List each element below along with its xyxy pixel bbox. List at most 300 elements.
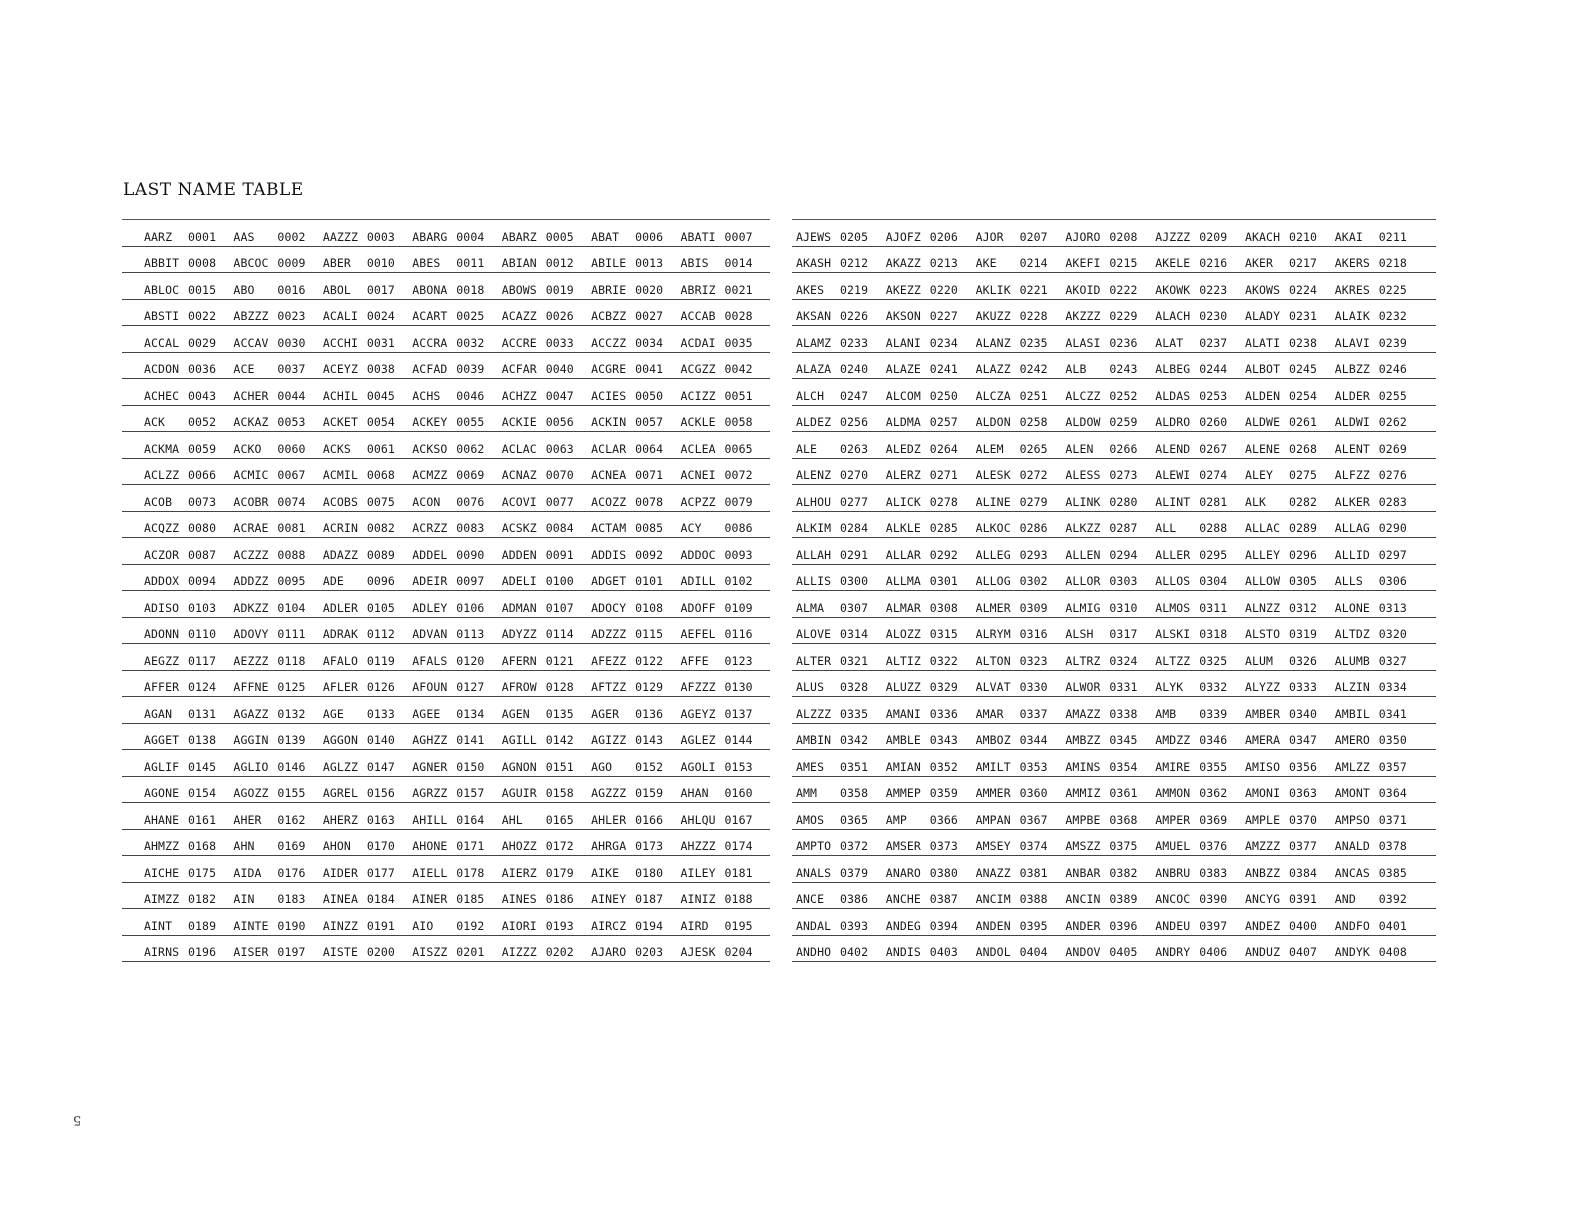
name-entry bbox=[1335, 601, 1425, 615]
name-code: ADAZZ bbox=[322, 547, 358, 562]
name-entry bbox=[1245, 336, 1335, 350]
name-code: AND bbox=[1334, 892, 1356, 906]
name-entry bbox=[796, 574, 886, 588]
entry-number: 0283 bbox=[1378, 494, 1407, 509]
name-code: ADELI bbox=[501, 574, 537, 588]
name-entry bbox=[502, 919, 591, 933]
name-entry bbox=[796, 866, 886, 880]
name-code: ACNEI bbox=[680, 468, 716, 482]
name-entry bbox=[233, 892, 322, 906]
entry-number: 0136 bbox=[635, 706, 664, 721]
name-entry bbox=[886, 495, 976, 509]
entry-number: 0077 bbox=[545, 494, 574, 509]
name-entry bbox=[144, 521, 233, 535]
name-entry bbox=[412, 548, 501, 562]
entry-number: 0275 bbox=[1288, 468, 1318, 482]
name-entry bbox=[976, 256, 1066, 270]
entry-number: 0188 bbox=[724, 892, 753, 906]
name-entry bbox=[1155, 813, 1245, 827]
table-row bbox=[792, 591, 1436, 618]
name-code: ABLOC bbox=[144, 282, 180, 297]
name-code: ALDWE bbox=[1244, 415, 1281, 429]
entry-number: 0118 bbox=[277, 653, 306, 668]
entry-number: 0244 bbox=[1199, 362, 1228, 376]
entry-number: 0232 bbox=[1378, 309, 1407, 323]
name-entry bbox=[502, 442, 591, 456]
name-entry bbox=[233, 362, 322, 376]
table-row bbox=[122, 591, 770, 618]
entry-number: 0401 bbox=[1378, 918, 1407, 933]
entry-number: 0383 bbox=[1199, 865, 1228, 880]
name-entry bbox=[591, 548, 680, 562]
table-row bbox=[792, 326, 1436, 353]
table-row bbox=[792, 618, 1436, 645]
name-entry bbox=[323, 680, 412, 694]
name-code: AGNER bbox=[412, 759, 448, 774]
entry-number: 0405 bbox=[1109, 945, 1138, 959]
name-code: AMBOZ bbox=[975, 733, 1011, 747]
name-code: ANCOC bbox=[1155, 892, 1191, 906]
name-entry bbox=[796, 230, 886, 244]
name-code: ALAT bbox=[1155, 335, 1184, 350]
name-code: ANDRY bbox=[1155, 945, 1191, 959]
name-code: ACMZZ bbox=[412, 468, 448, 482]
table-row bbox=[792, 724, 1436, 751]
name-code: AINZZ bbox=[322, 918, 358, 933]
name-code: ANDFO bbox=[1334, 918, 1370, 933]
name-code: AGUIR bbox=[501, 786, 537, 800]
entry-number: 0082 bbox=[366, 521, 395, 535]
entry-number: 0041 bbox=[635, 362, 664, 376]
name-code: ABIAN bbox=[501, 256, 537, 270]
name-entry bbox=[681, 468, 770, 482]
entry-number: 0272 bbox=[1019, 468, 1048, 482]
entry-number: 0367 bbox=[1019, 812, 1048, 827]
entry-number: 0178 bbox=[456, 865, 485, 880]
name-entry bbox=[233, 707, 322, 721]
name-entry bbox=[976, 336, 1066, 350]
name-entry bbox=[886, 442, 976, 456]
name-code: ALAZA bbox=[796, 362, 832, 376]
name-code: ANDER bbox=[1065, 918, 1101, 933]
name-code: AHLQU bbox=[680, 812, 716, 827]
name-code: ALASI bbox=[1065, 335, 1101, 350]
entry-number: 0358 bbox=[840, 786, 869, 800]
name-entry bbox=[1155, 256, 1245, 270]
name-code: ALLAR bbox=[885, 547, 921, 562]
name-code: AFZZZ bbox=[680, 680, 716, 694]
entry-number: 0036 bbox=[188, 362, 217, 376]
page-number: 5 bbox=[73, 1112, 82, 1127]
entry-number: 0252 bbox=[1109, 388, 1138, 403]
entry-number: 0101 bbox=[635, 574, 664, 588]
name-entry bbox=[976, 786, 1066, 800]
name-entry bbox=[1335, 521, 1425, 535]
entry-number: 0353 bbox=[1019, 759, 1048, 774]
name-code: AMSZZ bbox=[1065, 839, 1101, 853]
entry-number: 0256 bbox=[840, 415, 869, 429]
name-entry bbox=[796, 892, 886, 906]
name-entry bbox=[886, 707, 976, 721]
name-entry bbox=[502, 283, 591, 297]
entry-number: 0379 bbox=[840, 865, 869, 880]
entry-number: 0223 bbox=[1199, 282, 1228, 297]
name-code: AICHE bbox=[144, 865, 180, 880]
entry-number: 0047 bbox=[545, 388, 574, 403]
entry-number: 0257 bbox=[929, 415, 958, 429]
name-code: ALE bbox=[796, 441, 818, 456]
entry-number: 0097 bbox=[456, 574, 485, 588]
name-entry bbox=[1065, 336, 1155, 350]
name-entry bbox=[886, 839, 976, 853]
entry-number: 0050 bbox=[635, 388, 664, 403]
name-entry bbox=[976, 415, 1066, 429]
name-entry bbox=[886, 892, 976, 906]
name-entry bbox=[1245, 945, 1335, 959]
name-code: ALDRO bbox=[1155, 415, 1191, 429]
entry-number: 0184 bbox=[366, 892, 395, 906]
name-code: ALKIM bbox=[796, 521, 832, 535]
entry-number: 0246 bbox=[1378, 362, 1407, 376]
entry-number: 0210 bbox=[1288, 229, 1318, 244]
name-entry bbox=[1335, 786, 1425, 800]
entry-number: 0386 bbox=[840, 892, 869, 906]
name-code: AIRD bbox=[680, 918, 709, 933]
entry-number: 0171 bbox=[456, 839, 485, 853]
name-code: AMAR bbox=[975, 706, 1004, 721]
name-code: AMDZZ bbox=[1155, 733, 1191, 747]
name-code: ALMER bbox=[975, 600, 1011, 615]
name-entry bbox=[323, 919, 412, 933]
name-entry bbox=[233, 389, 322, 403]
name-entry bbox=[681, 574, 770, 588]
table-row bbox=[792, 909, 1436, 936]
name-entry bbox=[502, 521, 591, 535]
entry-number: 0281 bbox=[1199, 494, 1228, 509]
name-entry bbox=[976, 919, 1066, 933]
name-entry bbox=[1335, 839, 1425, 853]
entry-number: 0293 bbox=[1019, 547, 1048, 562]
name-code: AHANE bbox=[144, 812, 180, 827]
name-code: ANDOL bbox=[975, 945, 1011, 959]
entry-number: 0189 bbox=[188, 918, 217, 933]
entry-number: 0060 bbox=[277, 441, 306, 456]
entry-number: 0310 bbox=[1109, 600, 1138, 615]
name-code: AMBIN bbox=[796, 733, 832, 747]
name-code: ALANZ bbox=[975, 335, 1011, 350]
name-entry bbox=[591, 919, 680, 933]
name-code: ALVAT bbox=[975, 680, 1011, 694]
name-code: AINT bbox=[144, 918, 173, 933]
name-entry bbox=[886, 362, 976, 376]
entry-number: 0325 bbox=[1199, 653, 1228, 668]
name-code: AMONI bbox=[1244, 786, 1281, 800]
table-row bbox=[792, 936, 1436, 963]
entry-number: 0022 bbox=[188, 309, 217, 323]
name-code: ACCAL bbox=[144, 335, 180, 350]
name-code: AGO bbox=[591, 759, 613, 774]
name-entry bbox=[412, 813, 501, 827]
name-entry bbox=[144, 839, 233, 853]
name-entry bbox=[233, 813, 322, 827]
name-entry bbox=[233, 548, 322, 562]
name-code: AFALS bbox=[412, 653, 448, 668]
name-code: ANCYG bbox=[1244, 892, 1281, 906]
name-entry bbox=[681, 627, 770, 641]
name-entry bbox=[976, 866, 1066, 880]
name-code: ACEYZ bbox=[322, 362, 358, 376]
right-table-column bbox=[792, 219, 1436, 962]
name-code: ACHZZ bbox=[501, 388, 537, 403]
entry-number: 0076 bbox=[456, 494, 485, 509]
name-entry bbox=[591, 468, 680, 482]
name-entry bbox=[502, 866, 591, 880]
name-entry bbox=[1245, 309, 1335, 323]
name-code: ANCIN bbox=[1065, 892, 1101, 906]
name-entry bbox=[1245, 415, 1335, 429]
name-entry bbox=[591, 309, 680, 323]
entry-number: 0024 bbox=[366, 309, 395, 323]
name-code: ABOL bbox=[322, 282, 351, 297]
name-code: ALNZZ bbox=[1244, 600, 1281, 615]
name-entry bbox=[412, 654, 501, 668]
name-entry bbox=[591, 574, 680, 588]
name-entry bbox=[976, 680, 1066, 694]
entry-number: 0239 bbox=[1378, 335, 1407, 350]
table-row bbox=[122, 883, 770, 910]
name-code: ABES bbox=[412, 256, 441, 270]
name-code: AMMER bbox=[975, 786, 1011, 800]
name-code: ACOBS bbox=[322, 494, 358, 509]
entry-number: 0157 bbox=[456, 786, 485, 800]
entry-number: 0404 bbox=[1019, 945, 1048, 959]
name-entry bbox=[144, 919, 233, 933]
table-row bbox=[792, 273, 1436, 300]
entry-number: 0262 bbox=[1378, 415, 1407, 429]
name-entry bbox=[323, 389, 412, 403]
entry-number: 0355 bbox=[1199, 759, 1228, 774]
entry-number: 0092 bbox=[635, 547, 664, 562]
entry-number: 0292 bbox=[929, 547, 958, 562]
name-code: ACKIN bbox=[591, 415, 627, 429]
name-entry bbox=[1155, 945, 1245, 959]
name-code: ALSKI bbox=[1155, 627, 1191, 641]
name-entry bbox=[144, 336, 233, 350]
name-entry bbox=[796, 495, 886, 509]
entry-number: 0324 bbox=[1109, 653, 1138, 668]
name-entry bbox=[323, 230, 412, 244]
entry-number: 0179 bbox=[545, 865, 574, 880]
entry-number: 0106 bbox=[456, 600, 485, 615]
name-code: ADVAN bbox=[412, 627, 448, 641]
name-code: ANCIM bbox=[975, 892, 1011, 906]
name-code: ADDOX bbox=[144, 574, 180, 588]
entry-number: 0070 bbox=[545, 468, 574, 482]
name-entry bbox=[886, 230, 976, 244]
name-code: AKAZZ bbox=[885, 256, 921, 270]
name-entry bbox=[1245, 283, 1335, 297]
table-row bbox=[792, 538, 1436, 565]
entry-number: 0212 bbox=[840, 256, 869, 270]
name-code: ALINT bbox=[1155, 494, 1191, 509]
name-code: ACCRE bbox=[501, 335, 537, 350]
name-code: ALDWI bbox=[1334, 415, 1370, 429]
name-entry bbox=[796, 362, 886, 376]
entry-number: 0369 bbox=[1199, 812, 1228, 827]
name-code: ADONN bbox=[144, 627, 180, 641]
name-entry bbox=[976, 521, 1066, 535]
name-entry bbox=[412, 892, 501, 906]
entry-number: 0340 bbox=[1288, 706, 1318, 721]
entry-number: 0403 bbox=[929, 945, 958, 959]
entry-number: 0322 bbox=[929, 653, 958, 668]
entry-number: 0370 bbox=[1288, 812, 1318, 827]
name-entry bbox=[886, 283, 976, 297]
entry-number: 0323 bbox=[1019, 653, 1048, 668]
name-entry bbox=[591, 521, 680, 535]
entry-number: 0014 bbox=[724, 256, 753, 270]
name-code: ALYZZ bbox=[1244, 680, 1281, 694]
name-code: AHZZZ bbox=[680, 839, 716, 853]
entry-number: 0128 bbox=[545, 680, 574, 694]
name-code: ADILL bbox=[680, 574, 716, 588]
name-code: ADDEL bbox=[412, 547, 448, 562]
name-entry bbox=[502, 733, 591, 747]
name-code: AIZZZ bbox=[501, 945, 537, 959]
table-row bbox=[122, 379, 770, 406]
entry-number: 0261 bbox=[1288, 415, 1318, 429]
name-entry bbox=[1335, 733, 1425, 747]
name-code: ACFAR bbox=[501, 362, 537, 376]
name-entry bbox=[1335, 283, 1425, 297]
entry-number: 0368 bbox=[1109, 812, 1138, 827]
name-entry bbox=[886, 919, 976, 933]
name-code: ACE bbox=[233, 362, 255, 376]
name-code: AMAZZ bbox=[1065, 706, 1101, 721]
entry-number: 0063 bbox=[545, 441, 574, 456]
table-row bbox=[122, 856, 770, 883]
name-code: ALATI bbox=[1244, 335, 1281, 350]
name-code: AKE bbox=[975, 256, 997, 270]
name-code: ACKS bbox=[322, 441, 351, 456]
name-code: AMLZZ bbox=[1334, 759, 1370, 774]
name-entry bbox=[591, 389, 680, 403]
entry-number: 0058 bbox=[724, 415, 753, 429]
entry-number: 0205 bbox=[840, 229, 869, 244]
entry-number: 0154 bbox=[188, 786, 217, 800]
name-code: ACOBR bbox=[233, 494, 269, 509]
entry-number: 0360 bbox=[1019, 786, 1048, 800]
name-code: ACAZZ bbox=[501, 309, 537, 323]
name-entry bbox=[412, 574, 501, 588]
entry-number: 0362 bbox=[1199, 786, 1228, 800]
entry-number: 0195 bbox=[724, 918, 753, 933]
entry-number: 0164 bbox=[456, 812, 485, 827]
name-code: AFERN bbox=[501, 653, 537, 668]
name-entry bbox=[1065, 760, 1155, 774]
name-code: AKERS bbox=[1334, 256, 1370, 270]
entry-number: 0319 bbox=[1288, 627, 1318, 641]
table-row bbox=[122, 565, 770, 592]
name-entry bbox=[412, 601, 501, 615]
name-code: AMERO bbox=[1334, 733, 1370, 747]
name-code: ALKZZ bbox=[1065, 521, 1101, 535]
entry-number: 0016 bbox=[277, 282, 306, 297]
name-entry bbox=[796, 733, 886, 747]
name-entry bbox=[1335, 548, 1425, 562]
entry-number: 0046 bbox=[456, 388, 485, 403]
name-code: ALLIS bbox=[796, 574, 832, 588]
name-code: ANDEG bbox=[885, 918, 921, 933]
name-code: AGE bbox=[322, 706, 344, 721]
entry-number: 0341 bbox=[1378, 706, 1407, 721]
entry-number: 0320 bbox=[1378, 627, 1407, 641]
name-entry bbox=[591, 760, 680, 774]
entry-number: 0267 bbox=[1199, 441, 1228, 456]
name-code: ANBZZ bbox=[1244, 865, 1281, 880]
entry-number: 0255 bbox=[1378, 388, 1407, 403]
entry-number: 0130 bbox=[724, 680, 753, 694]
entry-number: 0068 bbox=[366, 468, 395, 482]
entry-number: 0104 bbox=[277, 600, 306, 615]
name-entry bbox=[1245, 627, 1335, 641]
name-entry bbox=[1335, 442, 1425, 456]
name-entry bbox=[591, 283, 680, 297]
name-code: AFTZZ bbox=[591, 680, 627, 694]
entry-number: 0200 bbox=[366, 945, 395, 959]
name-entry bbox=[796, 654, 886, 668]
name-entry bbox=[144, 495, 233, 509]
name-entry bbox=[412, 786, 501, 800]
name-entry bbox=[1245, 892, 1335, 906]
name-entry bbox=[1155, 680, 1245, 694]
name-entry bbox=[233, 627, 322, 641]
entry-number: 0307 bbox=[840, 600, 869, 615]
name-entry bbox=[796, 707, 886, 721]
entry-number: 0067 bbox=[277, 468, 306, 482]
name-code: ANDUZ bbox=[1244, 945, 1281, 959]
name-code: ADYZZ bbox=[501, 627, 537, 641]
entry-number: 0316 bbox=[1019, 627, 1048, 641]
table-row bbox=[792, 671, 1436, 698]
name-code: ADGET bbox=[591, 574, 627, 588]
name-code: ALBZZ bbox=[1334, 362, 1370, 376]
name-entry bbox=[1245, 601, 1335, 615]
name-entry bbox=[412, 760, 501, 774]
name-code: ACPZZ bbox=[680, 494, 716, 509]
table-row bbox=[792, 353, 1436, 380]
entry-number: 0134 bbox=[456, 706, 485, 721]
name-code: ALLEG bbox=[975, 547, 1011, 562]
name-entry bbox=[681, 892, 770, 906]
entry-number: 0245 bbox=[1288, 362, 1318, 376]
name-entry bbox=[233, 786, 322, 800]
name-code: AMUEL bbox=[1155, 839, 1191, 853]
name-entry bbox=[412, 707, 501, 721]
name-entry bbox=[412, 256, 501, 270]
name-code: AIO bbox=[412, 918, 434, 933]
name-entry bbox=[976, 574, 1066, 588]
entry-number: 0167 bbox=[724, 812, 753, 827]
name-entry bbox=[233, 919, 322, 933]
name-entry bbox=[1155, 336, 1245, 350]
name-code: ADDEN bbox=[501, 547, 537, 562]
name-entry bbox=[976, 362, 1066, 376]
name-code: ACCAV bbox=[233, 335, 269, 350]
name-code: AGAN bbox=[144, 706, 173, 721]
name-code: ACGZZ bbox=[680, 362, 716, 376]
name-code: ALDEN bbox=[1244, 388, 1281, 403]
